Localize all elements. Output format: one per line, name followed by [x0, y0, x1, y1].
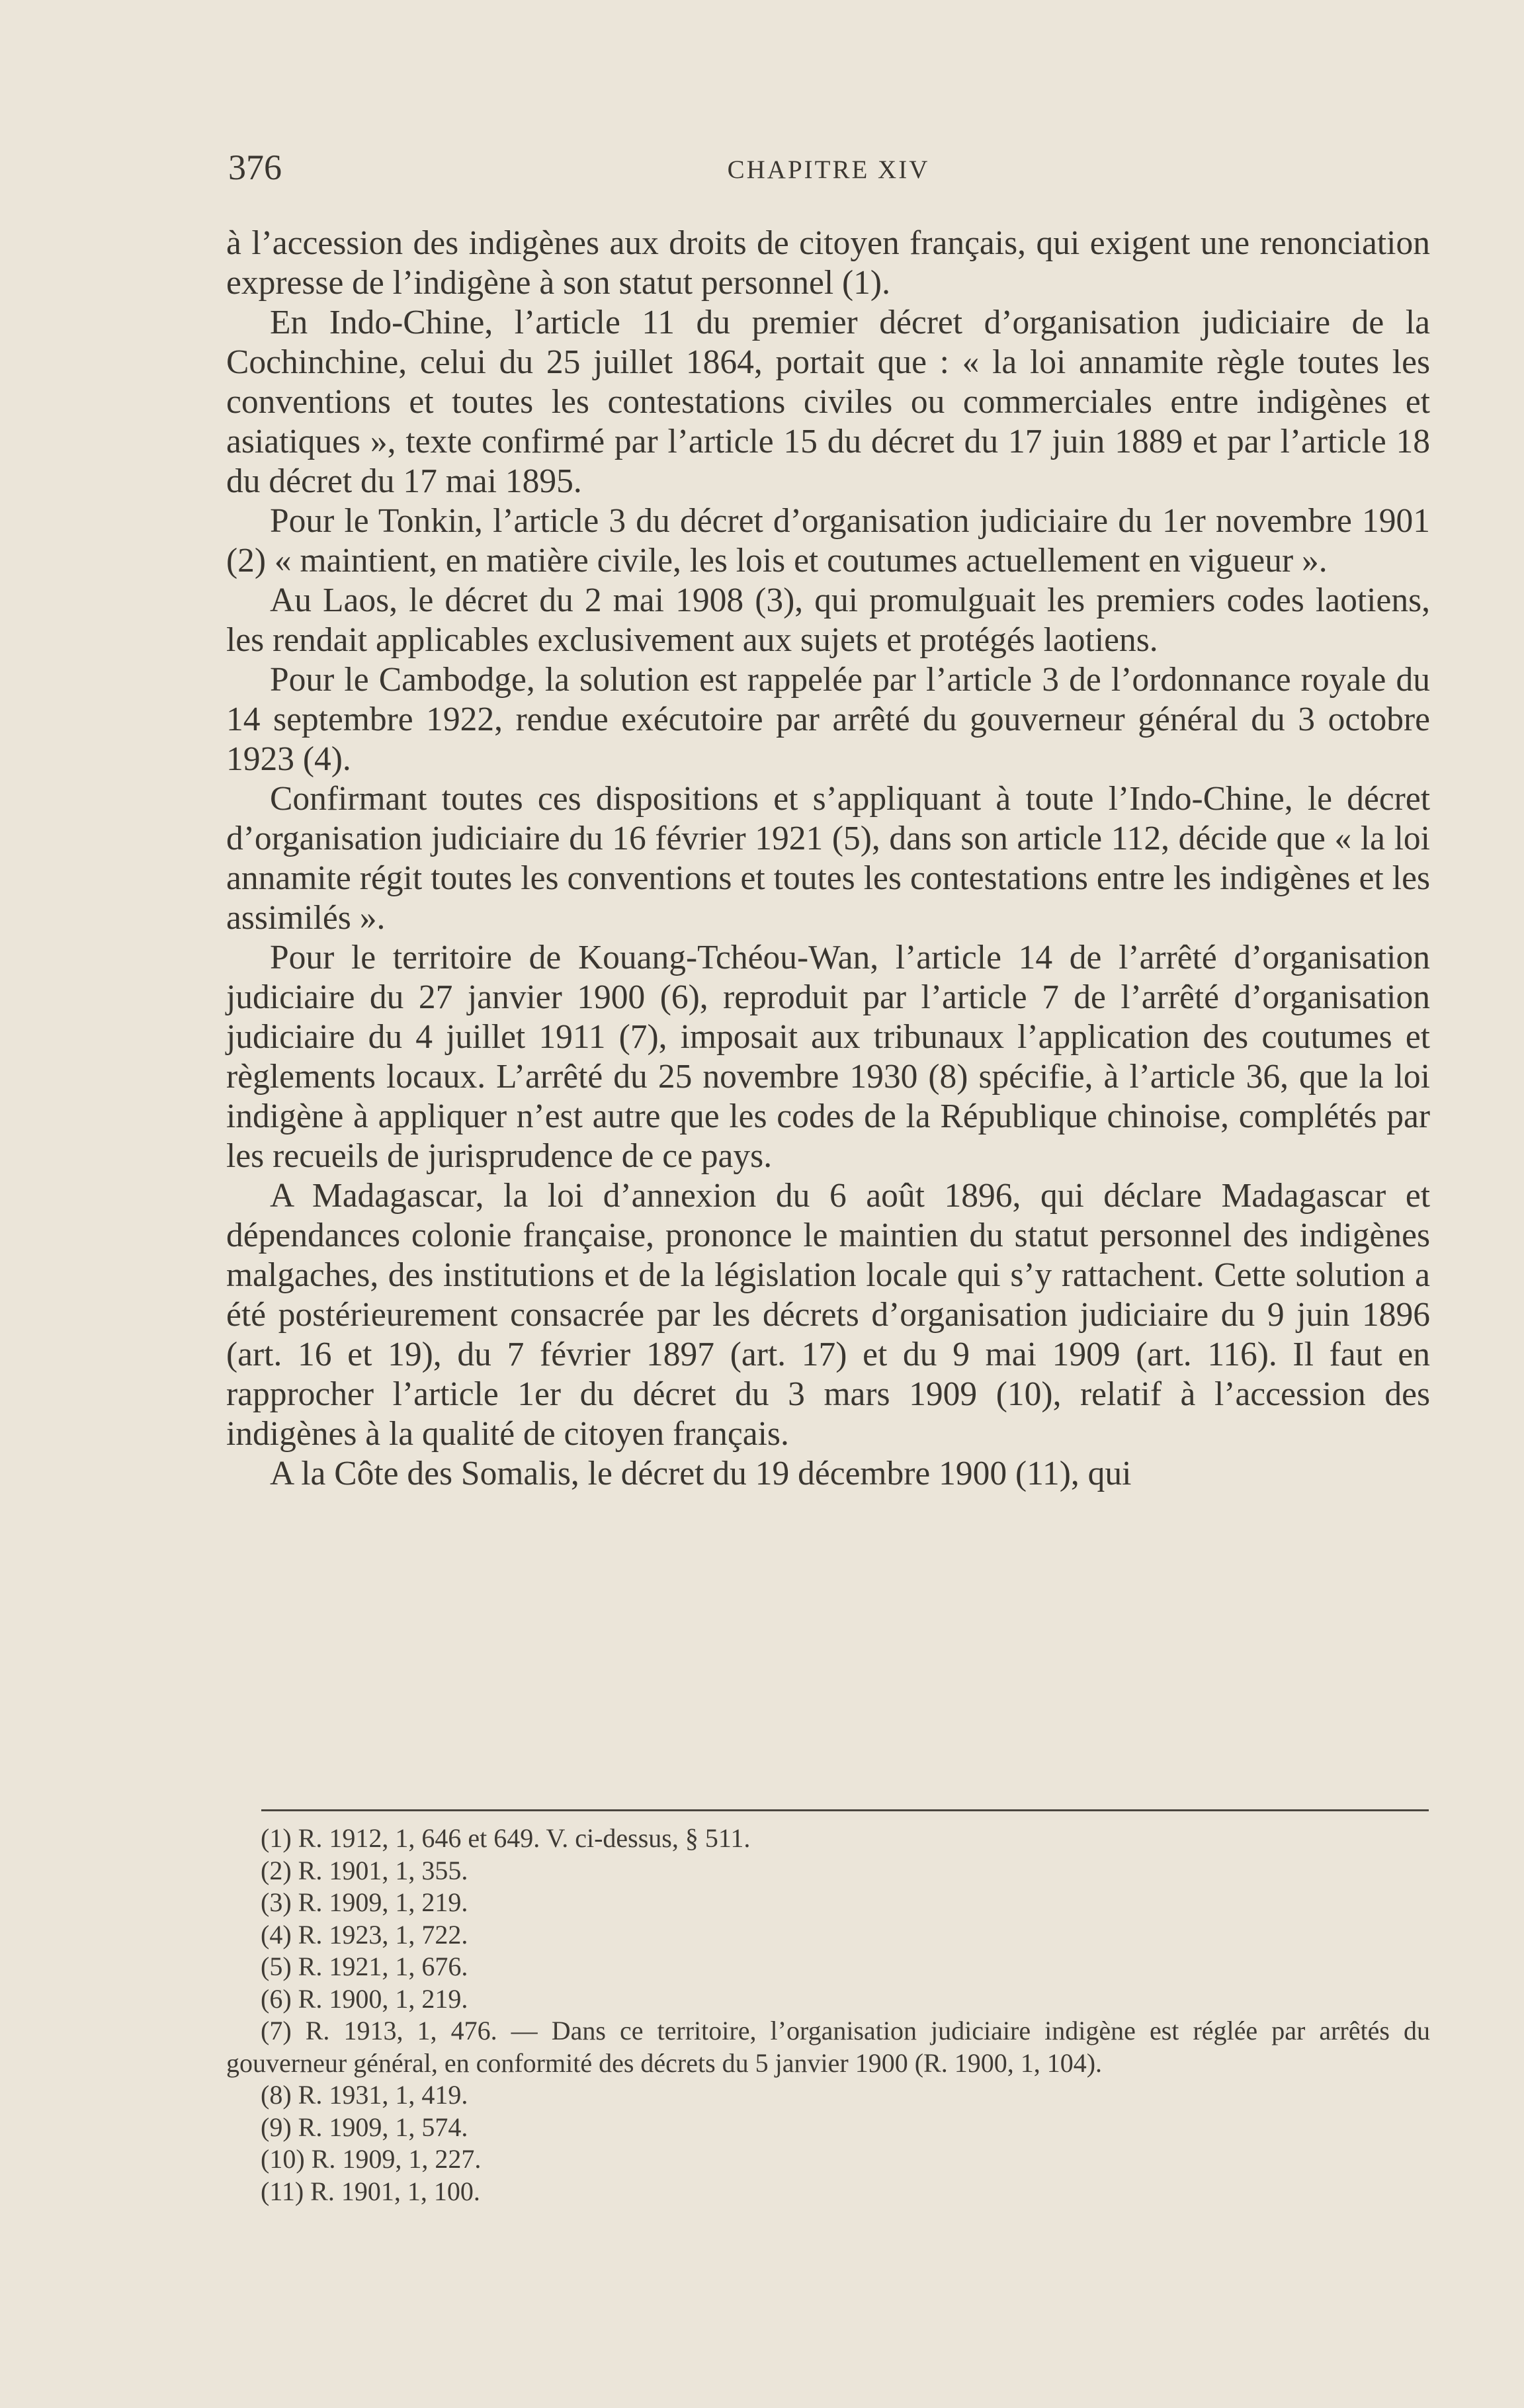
- paragraph-indochine: En Indo-Chine, l’article 11 du premier décret d’organisation judiciaire de la Cochinchine, celui du 25 juillet 1864, portait que : « la loi annamite règle toutes les conventions et toutes les contestations civiles ou commerciales entre indigènes et asiatiques », texte confirmé par l’article 15 du décret du 17 juin 1889 et par l’article 18 du décret du 17 mai 1895.: [226, 304, 1430, 500]
- footnote-2: (2) R. 1901, 1, 355.: [261, 1855, 468, 1885]
- paragraph-cote-des-somalis: A la Côte des Somalis, le décret du 19 décembre 1900 (11), qui: [270, 1455, 1132, 1492]
- footnote-3: (3) R. 1909, 1, 219.: [261, 1887, 468, 1917]
- footnote-5: (5) R. 1921, 1, 676.: [261, 1952, 468, 1981]
- paragraph-tonkin: Pour le Tonkin, l’article 3 du décret d’organisation judiciaire du 1er novembre 1901 (2) « maintient, en matière civile, les lois et coutumes actuellement en vigueur ».: [226, 502, 1430, 580]
- paragraph-cambodge: Pour le Cambodge, la solution est rappelée par l’article 3 de l’ordonnance royale du 14 septembre 1922, rendue exécutoire par arrêté du gouverneur général du 3 octobre 1923 (4).: [226, 661, 1430, 778]
- paragraph-laos: Au Laos, le décret du 2 mai 1908 (3), qui promulguait les premiers codes laotiens, les rendait applicables exclusivement aux sujets et protégés laotiens.: [226, 581, 1430, 659]
- running-head: [228, 147, 1429, 193]
- footnote-10: (10) R. 1909, 1, 227.: [261, 2144, 482, 2174]
- page-number: 376: [228, 148, 282, 187]
- body-text: [226, 224, 1430, 1494]
- footnote-9: (9) R. 1909, 1, 574.: [261, 2112, 468, 2142]
- paragraph-confirmation: Confirmant toutes ces dispositions et s’appliquant à toute l’Indo-Chine, le décret d’organisation judiciaire du 16 février 1921 (5), dans son article 112, décide que « la loi annamite régit toutes les conventions et toutes les contestations entre les indigènes et les assimilés ».: [226, 780, 1430, 937]
- paragraph-madagascar: A Madagascar, la loi d’annexion du 6 août 1896, qui déclare Madagascar et dépendances colonie française, prononce le maintien du statut personnel des indigènes malgaches, des institutions et de la législation locale qui s’y rattachent. Cette solution a été postérieurement consacrée par les décrets d’organisation judiciaire du 9 juin 1896 (art. 16 et 19), du 7 février 1897 (art. 17) et du 9 mai 1909 (art. 116). Il faut en rapprocher l’article 1er du décret du 3 mars 1909 (10), relatif à l’accession des indigènes à la qualité de citoyen français.: [226, 1177, 1430, 1453]
- chapter-title: CHAPITRE XIV: [727, 155, 930, 184]
- footnote-8: (8) R. 1931, 1, 419.: [261, 2080, 468, 2110]
- footnote-7: (7) R. 1913, 1, 476. — Dans ce territoire, l’organisation judiciaire indigène est réglée par arrêtés du gouverneur général, en conformité des décrets du 5 janvier 1900 (R. 1900, 1, 104).: [226, 2016, 1430, 2078]
- paragraph-kouang-tcheou-wan: Pour le territoire de Kouang-Tchéou-Wan, l’article 14 de l’arrêté d’organisation judiciaire du 27 janvier 1900 (6), reproduit par l’article 7 de l’arrêté d’organisation judiciaire du 4 juillet 1911 (7), imposait aux tribunaux l’application des coutumes et règlements locaux. L’arrêté du 25 novembre 1930 (8) spécifie, à l’article 36, que la loi indigène à appliquer n’est autre que les codes de la République chinoise, complétés par les recueils de jurisprudence de ce pays.: [226, 939, 1430, 1175]
- footnote-11: (11) R. 1901, 1, 100.: [261, 2176, 480, 2206]
- footnote-6: (6) R. 1900, 1, 219.: [261, 1983, 468, 2014]
- paragraph-continuation: à l’accession des indigènes aux droits de citoyen français, qui exigent une renonciation expresse de l’indigène à son statut personnel (1).: [226, 224, 1430, 302]
- footnotes: [226, 1823, 1430, 2208]
- footnote-rule: [261, 1809, 1429, 1811]
- footnote-1: (1) R. 1912, 1, 646 et 649. V. ci-dessus, § 511.: [261, 1823, 751, 1853]
- footnote-4: (4) R. 1923, 1, 722.: [261, 1919, 468, 1950]
